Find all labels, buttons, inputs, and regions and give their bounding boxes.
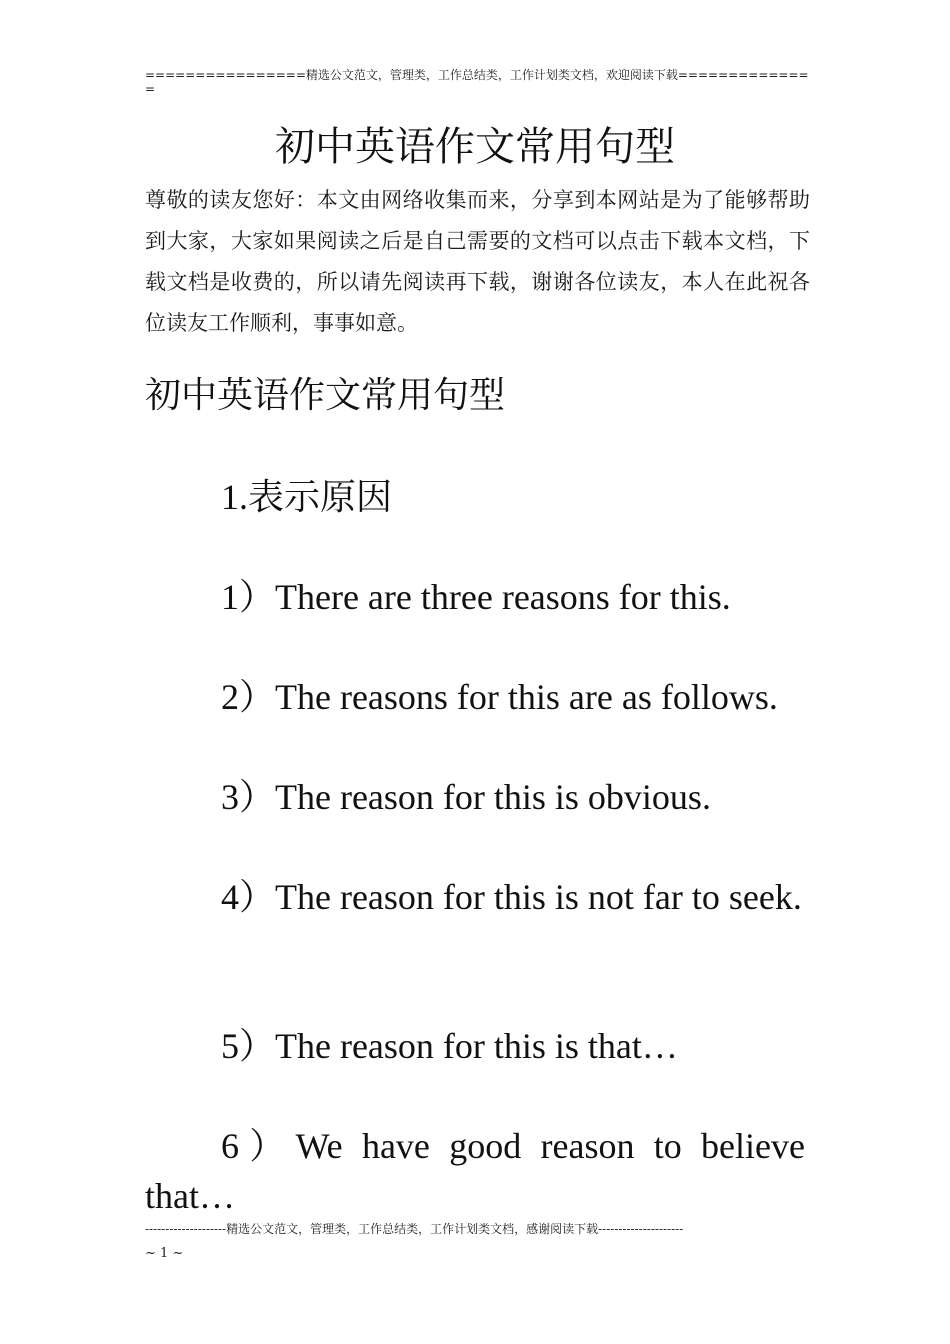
document-title: 初中英语作文常用句型 [275, 124, 675, 170]
sentence-4: 4）The reason for this is not far to seek. [221, 877, 802, 917]
reader-notice: 尊敬的读友您好：本文由网络收集而来，分享到本网站是为了能够帮助到大家，大家如果阅读之后是自己需要的文档可以点击下载本文档，下载文档是收费的，所以请先阅读再下载，谢谢各位读友，本人在此祝各位读友工作顺利，事事如意。 [145, 188, 810, 335]
sentence-5: 5）The reason for this is that… [221, 1026, 678, 1066]
sentence-2: 2）The reasons for this are as follows. [221, 677, 778, 717]
page-number: ~ 1 ~ [145, 1246, 184, 1261]
section-heading: 初中英语作文常用句型 [145, 375, 506, 416]
subheading-reasons: 1.表示原因 [221, 477, 393, 517]
sentence-1: 1）There are three reasons for this. [221, 577, 731, 617]
page-header: ================精选公文范文，管理类，工作总结类，工作计划类文档，欢迎阅读下载============== [145, 68, 809, 96]
sentence-6: 6）We have good reason to believe that… [145, 1126, 805, 1216]
page-footer: --------------------精选公文范文，管理类，工作总结类，工作计划类文档，感谢阅读下载--------------------- [145, 1222, 684, 1236]
sentence-3: 3）The reason for this is obvious. [221, 777, 711, 817]
